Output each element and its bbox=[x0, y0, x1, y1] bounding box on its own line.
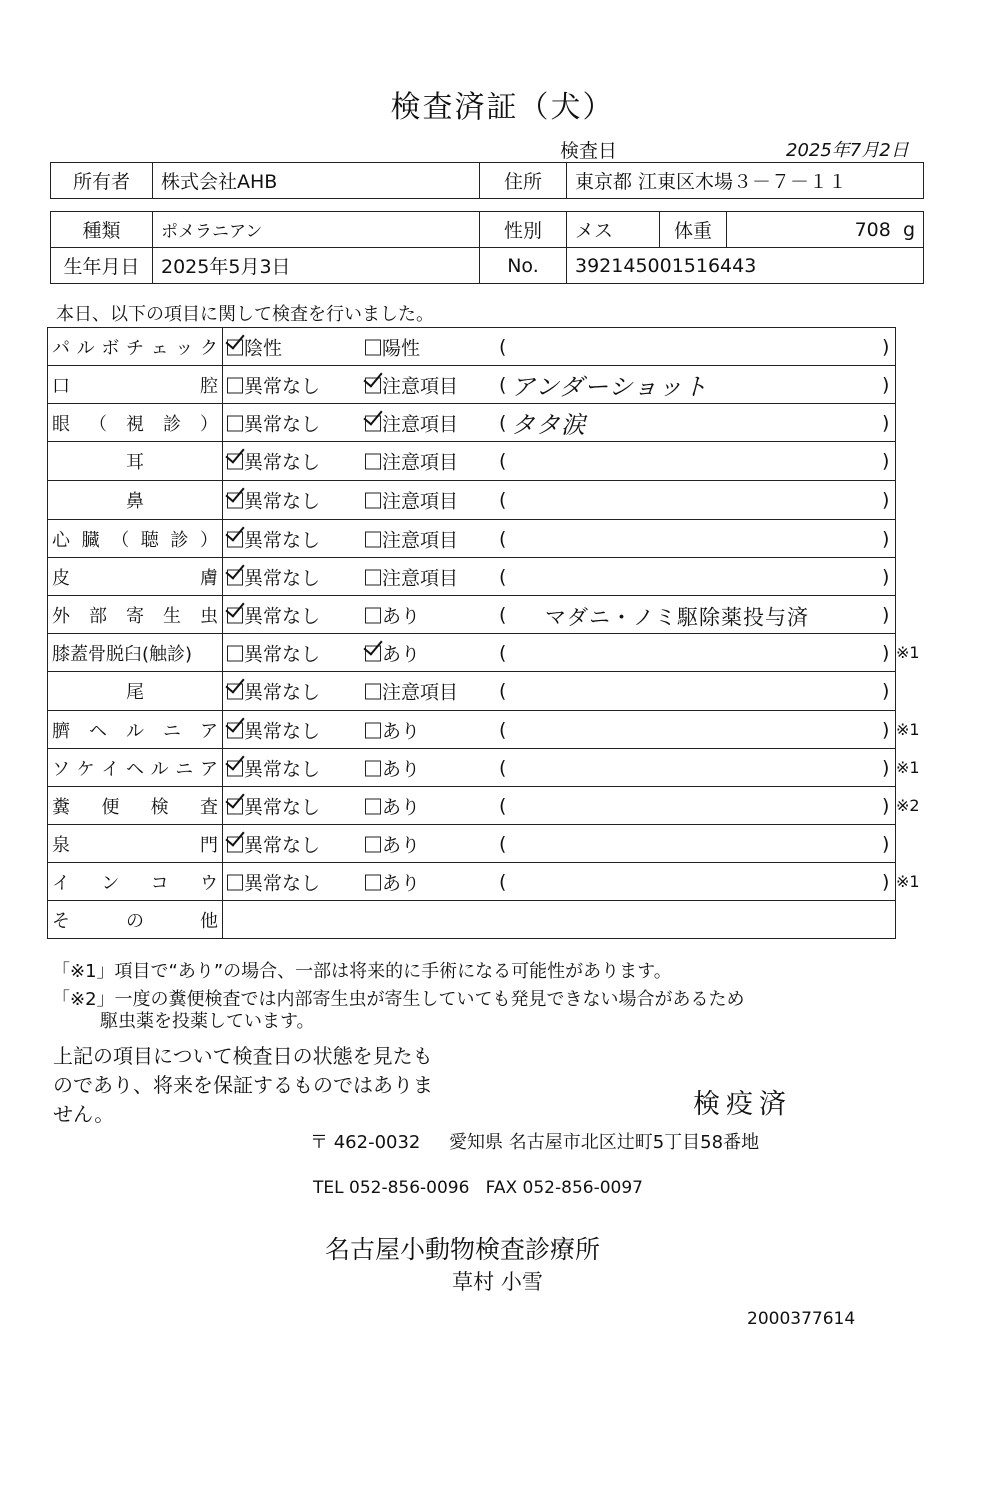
checkbox-icon bbox=[227, 874, 243, 890]
option-normal bbox=[227, 409, 320, 436]
item-name-char: ッ bbox=[175, 337, 194, 359]
no-value: 392145001516443 bbox=[567, 248, 924, 284]
inspection-result-cell bbox=[223, 634, 896, 672]
checkbox-icon bbox=[365, 569, 381, 585]
inspection-item-name bbox=[48, 442, 223, 481]
item-name-char: 門 bbox=[200, 834, 218, 856]
paren-close: ) bbox=[882, 641, 890, 664]
handwritten-note: タタ涙 bbox=[511, 410, 586, 439]
item-name-char: （ bbox=[111, 529, 130, 551]
paren-close: ) bbox=[882, 680, 890, 702]
item-name-char: ヘ bbox=[89, 720, 107, 742]
item-name-char: 口 bbox=[52, 375, 70, 397]
inspection-item-name bbox=[48, 634, 223, 672]
item-name-char: 便 bbox=[101, 796, 120, 818]
item-name-char: ン bbox=[101, 872, 120, 894]
inspection-item-name bbox=[48, 749, 223, 787]
item-name-char: 診 bbox=[170, 529, 189, 551]
animal-table bbox=[50, 211, 924, 284]
item-name-char: 査 bbox=[199, 796, 218, 818]
no-label: No. bbox=[480, 248, 567, 284]
option-normal bbox=[227, 830, 320, 857]
dob-label: 生年月日 bbox=[51, 248, 153, 284]
checkbox-icon bbox=[365, 722, 381, 738]
other-row bbox=[48, 901, 896, 939]
inspection-row bbox=[48, 596, 896, 634]
item-name-label: 膝蓋骨脱臼(触診) bbox=[52, 643, 193, 665]
item-name-text bbox=[52, 372, 218, 398]
owner-value: 株式会社AHB bbox=[153, 163, 480, 199]
item-name-text bbox=[52, 831, 218, 857]
option-attention bbox=[365, 487, 458, 514]
contact-line bbox=[313, 1178, 643, 1198]
inspection-row bbox=[48, 863, 896, 901]
sex-value: メス bbox=[567, 212, 660, 248]
inspection-result-cell bbox=[223, 672, 896, 711]
option-attention bbox=[365, 333, 420, 360]
option-label: あり bbox=[382, 643, 421, 665]
option-normal bbox=[227, 678, 320, 705]
checkbox-icon bbox=[227, 569, 243, 585]
item-name-char: 検 bbox=[150, 796, 169, 818]
option-label: 異常なし bbox=[244, 758, 321, 780]
paren-close: ) bbox=[882, 832, 890, 855]
item-name-text bbox=[52, 678, 218, 704]
item-name-char: ル bbox=[150, 758, 169, 780]
inspection-item-name bbox=[48, 558, 223, 596]
paren-open: ( bbox=[499, 870, 507, 893]
other-value-cell bbox=[223, 901, 896, 939]
item-name-char: ウ bbox=[199, 872, 218, 894]
inspection-result-cell bbox=[223, 366, 896, 404]
option-attention bbox=[365, 409, 458, 436]
item-name-char: パ bbox=[52, 337, 70, 359]
item-name-char: 心 bbox=[52, 529, 70, 551]
other-label-char: の bbox=[126, 910, 144, 932]
other-label-text bbox=[52, 907, 218, 933]
address-label: 住所 bbox=[480, 163, 567, 199]
option-label: あり bbox=[382, 796, 421, 818]
weight-cell bbox=[727, 212, 924, 248]
item-name-char: ソ bbox=[52, 758, 70, 780]
paren-open: ( bbox=[499, 527, 507, 550]
checkbox-icon bbox=[227, 339, 243, 355]
dob-value: 2025年5月3日 bbox=[153, 248, 480, 284]
option-label: 異常なし bbox=[244, 872, 321, 894]
option-normal bbox=[227, 563, 320, 590]
option-label: 異常なし bbox=[244, 413, 321, 435]
item-name-char: 臓 bbox=[81, 529, 100, 551]
item-name-char: ア bbox=[199, 758, 218, 780]
inspection-result-cell bbox=[223, 481, 896, 520]
item-name-char: コ bbox=[150, 872, 169, 894]
inspection-items-table bbox=[47, 327, 896, 939]
paren-open: ( bbox=[499, 641, 507, 664]
inspection-row bbox=[48, 520, 896, 558]
clinic-address-line bbox=[310, 1128, 759, 1154]
paren-close: ) bbox=[882, 489, 890, 511]
document-title: 検査済証（犬） bbox=[390, 90, 615, 125]
inspection-row bbox=[48, 328, 896, 366]
inspection-row bbox=[48, 404, 896, 442]
item-name-char: 膚 bbox=[200, 567, 218, 589]
paren-close: ) bbox=[882, 603, 890, 626]
inspection-result-cell bbox=[223, 558, 896, 596]
option-attention bbox=[365, 792, 420, 819]
inspection-item-name bbox=[48, 863, 223, 901]
option-label: 異常なし bbox=[244, 681, 321, 704]
footnote-mark: ※2 bbox=[896, 795, 920, 815]
option-normal bbox=[227, 601, 320, 628]
option-label: 異常なし bbox=[244, 720, 321, 742]
inspection-row bbox=[48, 749, 896, 787]
checkbox-icon bbox=[227, 645, 243, 661]
checkbox-icon bbox=[365, 607, 381, 623]
paren-close: ) bbox=[882, 411, 890, 434]
item-name-char: 虫 bbox=[200, 605, 218, 627]
inspection-row bbox=[48, 711, 896, 749]
inspection-result-cell bbox=[223, 825, 896, 863]
option-normal bbox=[227, 525, 320, 552]
item-name-char: 聴 bbox=[140, 529, 159, 551]
item-name-char: ニ bbox=[175, 758, 194, 780]
item-name-char: 寄 bbox=[126, 605, 144, 627]
footnote-mark: ※1 bbox=[896, 871, 920, 891]
checkbox-icon bbox=[365, 493, 381, 509]
item-name-text bbox=[52, 564, 218, 590]
inspection-result-cell bbox=[223, 863, 896, 901]
option-label: 異常なし bbox=[244, 567, 321, 589]
footnote-mark: ※1 bbox=[896, 642, 920, 662]
option-label: 陰性 bbox=[244, 337, 283, 359]
option-normal bbox=[227, 371, 320, 398]
option-normal bbox=[227, 487, 320, 514]
inspection-result-cell bbox=[223, 711, 896, 749]
paren-open: ( bbox=[499, 565, 507, 588]
item-name-char: ボ bbox=[101, 337, 120, 359]
other-label-char: そ bbox=[52, 910, 70, 932]
footnote-2-line2: 駆虫薬を投薬しています。 bbox=[100, 1011, 315, 1032]
quarantine-stamp: 検疫済 bbox=[693, 1089, 792, 1120]
breed-label: 種類 bbox=[51, 212, 153, 248]
item-name-char: 皮 bbox=[52, 567, 70, 589]
owner-label: 所有者 bbox=[51, 163, 153, 199]
disclaimer: 上記の項目について検査日の状態を見たものであり、将来を保証するものではありません。 bbox=[53, 1044, 433, 1126]
option-attention bbox=[365, 678, 458, 705]
inspection-row bbox=[48, 558, 896, 596]
inspection-result-cell bbox=[223, 787, 896, 825]
option-label: 注意項目 bbox=[382, 681, 459, 704]
document-code: 2000377614 bbox=[747, 1309, 856, 1329]
inspection-result-cell bbox=[223, 328, 896, 366]
option-normal bbox=[227, 792, 320, 819]
paren-open: ( bbox=[499, 411, 507, 434]
paren-close: ) bbox=[882, 756, 890, 779]
checkbox-icon bbox=[365, 798, 381, 814]
inspection-item-name bbox=[48, 596, 223, 634]
item-name-char: 眼 bbox=[52, 413, 70, 435]
checkbox-icon bbox=[365, 415, 381, 431]
checkbox-icon bbox=[365, 836, 381, 852]
option-attention bbox=[365, 639, 420, 666]
intro-text: 本日、以下の項目に関して検査を行いました。 bbox=[56, 304, 434, 325]
checkbox-icon bbox=[227, 722, 243, 738]
inspection-row bbox=[48, 442, 896, 481]
paren-open: ( bbox=[499, 680, 507, 702]
paren-open: ( bbox=[499, 718, 507, 741]
checkbox-icon bbox=[227, 493, 243, 509]
item-name-text bbox=[52, 448, 218, 474]
owner-table bbox=[50, 162, 924, 199]
item-name-char: 視 bbox=[126, 413, 144, 435]
paren-close: ) bbox=[882, 527, 890, 550]
item-name-label: 鼻 bbox=[126, 491, 144, 512]
checkbox-icon bbox=[365, 339, 381, 355]
checkbox-icon bbox=[227, 760, 243, 776]
postal-code: 〒 462-0032 bbox=[310, 1132, 421, 1153]
item-name-char: 生 bbox=[163, 605, 181, 627]
option-label: 異常なし bbox=[244, 796, 321, 818]
checkbox-icon bbox=[227, 531, 243, 547]
checkbox-icon bbox=[365, 760, 381, 776]
inspection-row bbox=[48, 366, 896, 404]
checkbox-icon bbox=[227, 377, 243, 393]
inspection-result-cell bbox=[223, 749, 896, 787]
item-name-char: 臍 bbox=[52, 720, 70, 742]
paren-open: ( bbox=[499, 489, 507, 511]
paren-open: ( bbox=[499, 335, 507, 358]
option-label: あり bbox=[382, 758, 421, 780]
option-attention bbox=[365, 716, 420, 743]
item-name-label: 耳 bbox=[126, 452, 144, 473]
tel-number: TEL 052-856-0096 bbox=[313, 1178, 470, 1198]
item-name-text bbox=[52, 487, 218, 513]
option-label: 注意項目 bbox=[382, 375, 459, 397]
checkbox-icon bbox=[227, 798, 243, 814]
inspection-row bbox=[48, 672, 896, 711]
item-name-char: イ bbox=[101, 758, 120, 780]
inspection-item-name bbox=[48, 404, 223, 442]
item-name-char: 診 bbox=[163, 413, 181, 435]
paren-close: ) bbox=[882, 718, 890, 741]
paren-open: ( bbox=[499, 794, 507, 817]
item-name-text bbox=[52, 410, 218, 436]
option-label: あり bbox=[382, 872, 421, 894]
footnote-mark: ※1 bbox=[896, 757, 920, 777]
clinic-address: 愛知県 名古屋市北区辻町5丁目58番地 bbox=[449, 1132, 760, 1153]
paren-close: ) bbox=[882, 565, 890, 588]
paren-close: ) bbox=[882, 373, 890, 396]
option-label: あり bbox=[382, 605, 421, 627]
option-label: あり bbox=[382, 834, 421, 856]
fax-number: FAX 052-856-0097 bbox=[485, 1178, 643, 1198]
checkbox-icon bbox=[365, 645, 381, 661]
item-name-text bbox=[52, 793, 218, 819]
inspection-row bbox=[48, 634, 896, 672]
option-label: 異常なし bbox=[244, 643, 321, 665]
checkbox-icon bbox=[227, 454, 243, 470]
paren-open: ( bbox=[499, 832, 507, 855]
inspection-result-cell bbox=[223, 596, 896, 634]
item-name-char: ニ bbox=[163, 720, 181, 742]
item-name-char: ル bbox=[76, 337, 95, 359]
inspection-item-name bbox=[48, 366, 223, 404]
option-attention bbox=[365, 563, 458, 590]
item-name-char: ア bbox=[200, 720, 218, 742]
item-name-text bbox=[52, 717, 218, 743]
option-normal bbox=[227, 754, 320, 781]
option-normal bbox=[227, 639, 320, 666]
inspection-item-name bbox=[48, 328, 223, 366]
inspection-item-name bbox=[48, 711, 223, 749]
weight-label: 体重 bbox=[660, 212, 727, 248]
paren-close: ) bbox=[882, 794, 890, 817]
option-label: 注意項目 bbox=[382, 567, 459, 589]
item-name-char: ケ bbox=[76, 758, 95, 780]
option-label: 異常なし bbox=[244, 834, 321, 856]
footnote-1: 「※1」項目で“あり”の場合、一部は将来的に手術になる可能性があります。 bbox=[52, 961, 672, 982]
inspection-result-cell bbox=[223, 404, 896, 442]
inspection-row bbox=[48, 825, 896, 863]
item-name-char: ル bbox=[126, 720, 144, 742]
item-name-text bbox=[52, 602, 218, 628]
option-label: 注意項目 bbox=[382, 529, 459, 551]
option-normal bbox=[227, 448, 320, 475]
checkbox-icon bbox=[227, 836, 243, 852]
inspection-item-name bbox=[48, 825, 223, 863]
inspection-date: 2025年7月2日 bbox=[786, 140, 909, 161]
paren-open: ( bbox=[499, 756, 507, 779]
option-attention bbox=[365, 830, 420, 857]
option-normal bbox=[227, 716, 320, 743]
option-label: 異常なし bbox=[244, 451, 321, 474]
paren-close: ) bbox=[882, 870, 890, 893]
option-label: 異常なし bbox=[244, 605, 321, 627]
option-label: 注意項目 bbox=[382, 490, 459, 513]
checkbox-icon bbox=[227, 684, 243, 700]
inspection-item-name bbox=[48, 481, 223, 520]
option-attention bbox=[365, 371, 458, 398]
checkbox-icon bbox=[365, 874, 381, 890]
item-name-char: 部 bbox=[89, 605, 107, 627]
paren-open: ( bbox=[499, 603, 507, 626]
inspection-result-cell bbox=[223, 520, 896, 558]
checkbox-icon bbox=[227, 607, 243, 623]
handwritten-note: アンダーショット bbox=[511, 372, 709, 401]
inspection-result-cell bbox=[223, 442, 896, 481]
option-label: 異常なし bbox=[244, 529, 321, 551]
item-name-char: ） bbox=[200, 413, 218, 435]
checkbox-icon bbox=[365, 684, 381, 700]
other-label-cell bbox=[48, 901, 223, 939]
other-label-char: 他 bbox=[200, 910, 218, 932]
checkbox-icon bbox=[365, 454, 381, 470]
item-name-char: 外 bbox=[52, 605, 70, 627]
option-label: 注意項目 bbox=[382, 413, 459, 435]
breed-value: ポメラニアン bbox=[153, 212, 480, 248]
option-attention bbox=[365, 448, 458, 475]
item-name-char: ェ bbox=[150, 337, 169, 359]
footnote-2-line1: 「※2」一度の糞便検査では内部寄生虫が寄生していても発見できない場合があるため bbox=[52, 989, 745, 1010]
option-label: 注意項目 bbox=[382, 451, 459, 474]
item-name-text bbox=[52, 640, 218, 666]
option-label: 陽性 bbox=[382, 337, 421, 359]
inspection-item-name bbox=[48, 520, 223, 558]
item-name-char: ク bbox=[199, 337, 218, 359]
inspection-item-name bbox=[48, 672, 223, 711]
option-normal bbox=[227, 868, 320, 895]
item-name-char: チ bbox=[125, 337, 144, 359]
option-attention bbox=[365, 754, 420, 781]
paren-open: ( bbox=[499, 373, 507, 396]
item-name-char: 泉 bbox=[52, 834, 70, 856]
option-attention bbox=[365, 868, 420, 895]
item-name-text bbox=[52, 526, 218, 552]
paren-close: ) bbox=[882, 335, 890, 358]
paren-close: ) bbox=[882, 450, 890, 472]
inspector-name: 草村 小雪 bbox=[452, 1270, 543, 1294]
item-name-char: ） bbox=[199, 529, 218, 551]
item-name-text bbox=[52, 755, 218, 781]
option-attention bbox=[365, 525, 458, 552]
checkbox-icon bbox=[365, 377, 381, 393]
paren-open: ( bbox=[499, 450, 507, 472]
option-label: 異常なし bbox=[244, 490, 321, 513]
item-name-char: ヘ bbox=[125, 758, 144, 780]
clinic-name: 名古屋小動物検査診療所 bbox=[324, 1235, 600, 1264]
checkbox-icon bbox=[365, 531, 381, 547]
option-normal bbox=[227, 333, 282, 360]
inspection-row bbox=[48, 787, 896, 825]
item-name-char: 腔 bbox=[200, 375, 218, 397]
weight-unit: g bbox=[902, 218, 915, 241]
item-name-char: 糞 bbox=[52, 796, 70, 818]
inspection-date-label: 検査日 bbox=[560, 140, 618, 162]
inspection-item-name bbox=[48, 787, 223, 825]
handwritten-note: マダニ・ノミ駆除薬投与済 bbox=[545, 605, 809, 629]
inspection-row bbox=[48, 481, 896, 520]
checkbox-icon bbox=[227, 415, 243, 431]
option-label: あり bbox=[382, 720, 421, 742]
item-name-text bbox=[52, 869, 218, 895]
item-name-char: （ bbox=[89, 413, 107, 435]
option-label: 異常なし bbox=[244, 375, 321, 397]
item-name-char: イ bbox=[52, 872, 70, 894]
footnote-mark: ※1 bbox=[896, 719, 920, 739]
item-name-label: 尾 bbox=[126, 682, 144, 703]
sex-label: 性別 bbox=[480, 212, 567, 248]
option-attention bbox=[365, 601, 420, 628]
item-name-text bbox=[52, 334, 218, 360]
address-value: 東京都 江東区木場３－７－１１ bbox=[567, 163, 924, 199]
weight-value: 708 bbox=[854, 218, 891, 241]
